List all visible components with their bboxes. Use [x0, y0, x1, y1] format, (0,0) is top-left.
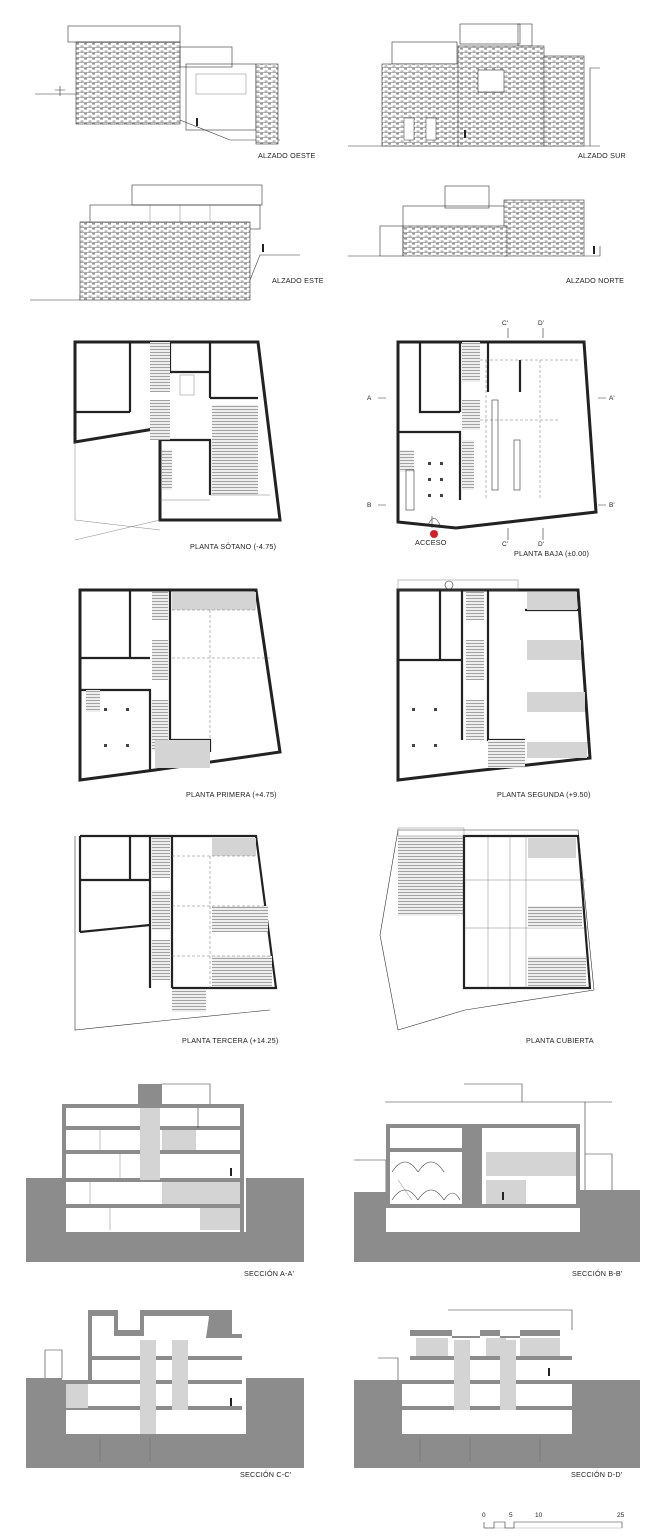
access-marker	[430, 530, 438, 538]
label-seccion-dd: SECCIÓN D-D'	[571, 1470, 623, 1479]
label-planta-tercera: PLANTA TERCERA (+14.25)	[182, 1036, 279, 1045]
label-planta-segunda: PLANTA SEGUNDA (+9.50)	[497, 790, 591, 799]
label-seccion-bb: SECCIÓN B-B'	[572, 1269, 623, 1278]
label-alzado-oeste: ALZADO OESTE	[258, 151, 316, 160]
section-mark-a-left: A	[367, 395, 372, 402]
section-aa	[26, 1084, 304, 1262]
label-seccion-cc: SECCIÓN C-C'	[240, 1470, 292, 1479]
plan-segunda	[398, 580, 590, 780]
label-planta-primera: PLANTA PRIMERA (+4.75)	[186, 790, 277, 799]
plan-tercera	[75, 836, 276, 1030]
scale-tick-0: 0	[482, 1512, 486, 1519]
section-mark-b-right: B'	[609, 502, 615, 509]
section-mark-b-left: B	[367, 502, 372, 509]
label-seccion-aa: SECCIÓN A-A'	[244, 1269, 295, 1278]
label-alzado-sur: ALZADO SUR	[578, 151, 626, 160]
section-bb	[354, 1084, 640, 1262]
label-planta-sotano: PLANTA SÓTANO (-4.75)	[190, 542, 277, 551]
elevation-south	[348, 24, 600, 146]
section-mark-d-bottom: D'	[538, 541, 544, 548]
elevation-east	[30, 185, 300, 300]
label-alzado-norte: ALZADO NORTE	[566, 276, 625, 285]
section-dd	[354, 1310, 640, 1468]
plan-baja	[378, 328, 606, 540]
section-mark-a-right: A'	[609, 395, 615, 402]
section-mark-c-bottom: C'	[502, 541, 508, 548]
plan-sotano	[75, 342, 280, 540]
label-alzado-este: ALZADO ESTE	[272, 276, 324, 285]
scale-tick-5: 5	[509, 1512, 513, 1519]
label-acceso: ACCESO	[415, 538, 447, 547]
elevation-north	[348, 186, 600, 256]
plan-cubierta	[380, 828, 594, 1030]
section-mark-c-top: C'	[502, 320, 508, 327]
scale-tick-10: 10	[535, 1512, 543, 1519]
label-planta-baja: PLANTA BAJA (±0.00)	[514, 549, 590, 558]
plan-primera	[80, 590, 280, 780]
scale-tick-25: 25	[617, 1512, 625, 1519]
scale-bar	[482, 1512, 625, 1528]
label-planta-cubierta: PLANTA CUBIERTA	[526, 1036, 594, 1045]
section-mark-d-top: D'	[538, 320, 544, 327]
section-cc	[26, 1310, 304, 1468]
